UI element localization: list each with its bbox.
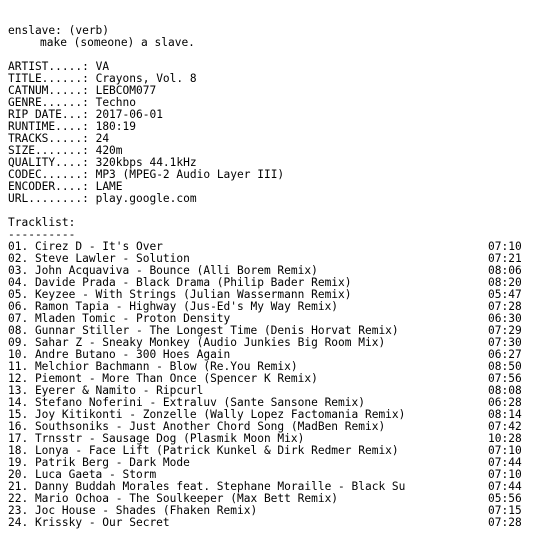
tracklist-heading: Tracklist: bbox=[8, 217, 76, 229]
track-title: 03. John Acquaviva - Bounce (Alli Borem Remix) bbox=[8, 265, 318, 277]
track-title: 07. Mladen Tomic - Proton Density bbox=[8, 313, 231, 325]
track-duration: 07:42 bbox=[488, 420, 522, 433]
track-row bbox=[8, 445, 530, 457]
track-title: 09. Sahar Z - Sneaky Monkey (Audio Junkies Big Room Mix) bbox=[8, 337, 386, 349]
info-row bbox=[8, 157, 530, 169]
track-row bbox=[8, 349, 530, 361]
track-title: 23. Joc House - Shades (Fhaken Remix) bbox=[8, 505, 258, 517]
track-title: 05. Keyzee - With Strings (Julian Wassermann Remix) bbox=[8, 289, 352, 301]
info-row bbox=[8, 85, 530, 97]
track-duration: 07:30 bbox=[488, 336, 522, 349]
track-row bbox=[8, 277, 530, 289]
track-row bbox=[8, 409, 530, 421]
info-value: 24 bbox=[95, 133, 110, 145]
info-row bbox=[8, 121, 530, 133]
track-duration: 07:44 bbox=[488, 480, 522, 493]
info-row bbox=[8, 61, 530, 73]
info-key: TITLE......: bbox=[8, 73, 89, 85]
track-duration: 08:50 bbox=[488, 360, 522, 373]
info-key: RIP DATE...: bbox=[8, 109, 89, 121]
info-row bbox=[8, 169, 530, 181]
track-row bbox=[8, 421, 530, 433]
track-row bbox=[8, 301, 530, 313]
track-title: 22. Mario Ochoa - The Soulkeeper (Max Bett Remix) bbox=[8, 493, 339, 505]
info-key: CATNUM.....: bbox=[8, 85, 89, 97]
info-value: VA bbox=[95, 61, 110, 73]
info-row bbox=[8, 109, 530, 121]
track-row bbox=[8, 493, 530, 505]
track-duration: 07:29 bbox=[488, 324, 522, 337]
track-duration: 07:15 bbox=[488, 504, 522, 517]
track-title: 20. Luca Gaeta - Storm bbox=[8, 469, 157, 481]
track-row bbox=[8, 517, 530, 529]
info-key: ARTIST.....: bbox=[8, 61, 89, 73]
track-duration: 08:14 bbox=[488, 408, 522, 421]
info-row bbox=[8, 145, 530, 157]
release-info-document bbox=[8, 25, 530, 529]
tracklist bbox=[8, 241, 530, 529]
info-value: 420m bbox=[95, 145, 123, 157]
track-title: 06. Ramon Tapia - Highway (Jus-Ed's My Way Remix) bbox=[8, 301, 339, 313]
info-block bbox=[8, 61, 530, 205]
info-key: SIZE.......: bbox=[8, 145, 89, 157]
tracklist-underline: ---------- bbox=[8, 229, 76, 241]
track-row bbox=[8, 361, 530, 373]
track-title: 04. Davide Prada - Black Drama (Philip Bader Remix) bbox=[8, 277, 352, 289]
track-row bbox=[8, 337, 530, 349]
info-value: 320kbps 44.1kHz bbox=[95, 157, 197, 169]
track-row bbox=[8, 433, 530, 445]
track-title: 19. Patrik Berg - Dark Mode bbox=[8, 457, 190, 469]
track-title: 24. Krissky - Our Secret bbox=[8, 517, 170, 529]
track-row bbox=[8, 241, 530, 253]
track-duration: 07:10 bbox=[488, 240, 522, 253]
track-duration: 07:28 bbox=[488, 516, 522, 529]
info-value: 180:19 bbox=[95, 121, 136, 133]
info-key: RUNTIME....: bbox=[8, 121, 89, 133]
info-row bbox=[8, 73, 530, 85]
track-duration: 05:47 bbox=[488, 288, 522, 301]
track-duration: 06:27 bbox=[488, 348, 522, 361]
track-row bbox=[8, 373, 530, 385]
track-title: 15. Joy Kitikonti - Zonzelle (Wally Lopez Factomania Remix) bbox=[8, 409, 406, 421]
track-duration: 07:44 bbox=[488, 456, 522, 469]
track-title: 21. Danny Buddah Morales feat. Stephane Moraille - Black Su bbox=[8, 481, 406, 493]
track-duration: 05:56 bbox=[488, 492, 522, 505]
info-key: GENRE......: bbox=[8, 97, 89, 109]
definition-meaning: make (someone) a slave. bbox=[40, 37, 195, 49]
track-title: 13. Eyerer & Namito - Ripcurl bbox=[8, 385, 204, 397]
track-duration: 08:20 bbox=[488, 276, 522, 289]
track-row bbox=[8, 457, 530, 469]
info-key: TRACKS.....: bbox=[8, 133, 89, 145]
info-key: QUALITY....: bbox=[8, 157, 89, 169]
track-row bbox=[8, 289, 530, 301]
info-key: CODEC......: bbox=[8, 169, 89, 181]
info-value: LEBCOM077 bbox=[95, 85, 157, 97]
track-row bbox=[8, 253, 530, 265]
track-duration: 08:06 bbox=[488, 264, 522, 277]
info-value: 2017-06-01 bbox=[95, 109, 163, 121]
info-value: Crayons, Vol. 8 bbox=[95, 73, 197, 85]
track-title: 10. Andre Butano - 300 Hoes Again bbox=[8, 349, 231, 361]
track-title: 02. Steve Lawler - Solution bbox=[8, 253, 190, 265]
track-row bbox=[8, 325, 530, 337]
track-title: 18. Lonya - Face Lift (Patrick Kunkel & Dirk Redmer Remix) bbox=[8, 445, 399, 457]
track-duration: 07:56 bbox=[488, 372, 522, 385]
track-duration: 08:08 bbox=[488, 384, 522, 397]
track-title: 16. Southsoniks - Just Another Chord Song (MadBen Remix) bbox=[8, 421, 386, 433]
track-title: 11. Melchior Bachmann - Blow (Re.You Remix) bbox=[8, 361, 298, 373]
spacer bbox=[8, 49, 530, 61]
info-value: Techno bbox=[95, 97, 136, 109]
track-duration: 07:28 bbox=[488, 300, 522, 313]
spacer bbox=[8, 205, 530, 217]
track-row bbox=[8, 397, 530, 409]
track-title: 01. Cirez D - It's Over bbox=[8, 241, 163, 253]
track-duration: 07:10 bbox=[488, 444, 522, 457]
info-row bbox=[8, 97, 530, 109]
track-duration: 06:30 bbox=[488, 312, 522, 325]
info-key: ENCODER....: bbox=[8, 181, 89, 193]
info-row bbox=[8, 193, 530, 205]
track-duration: 06:28 bbox=[488, 396, 522, 409]
info-value: play.google.com bbox=[95, 193, 197, 205]
info-value: LAME bbox=[95, 181, 123, 193]
info-value: MP3 (MPEG-2 Audio Layer III) bbox=[95, 169, 285, 181]
track-duration: 07:21 bbox=[488, 252, 522, 265]
track-row bbox=[8, 265, 530, 277]
track-title: 14. Stefano Noferini - Extraluv (Sante Sansone Remix) bbox=[8, 397, 365, 409]
track-row bbox=[8, 385, 530, 397]
track-row bbox=[8, 481, 530, 493]
info-key: URL........: bbox=[8, 193, 89, 205]
track-duration: 10:28 bbox=[488, 432, 522, 445]
info-row bbox=[8, 181, 530, 193]
track-duration: 07:10 bbox=[488, 468, 522, 481]
definition-term: enslave: (verb) bbox=[8, 25, 110, 37]
track-title: 17. Trnsstr - Sausage Dog (Plasmik Moon Mix) bbox=[8, 433, 305, 445]
track-row bbox=[8, 469, 530, 481]
track-row bbox=[8, 313, 530, 325]
track-row bbox=[8, 505, 530, 517]
info-row bbox=[8, 133, 530, 145]
track-title: 12. Piemont - More Than Once (Spencer K Remix) bbox=[8, 373, 318, 385]
track-title: 08. Gunnar Stiller - The Longest Time (Denis Horvat Remix) bbox=[8, 325, 399, 337]
